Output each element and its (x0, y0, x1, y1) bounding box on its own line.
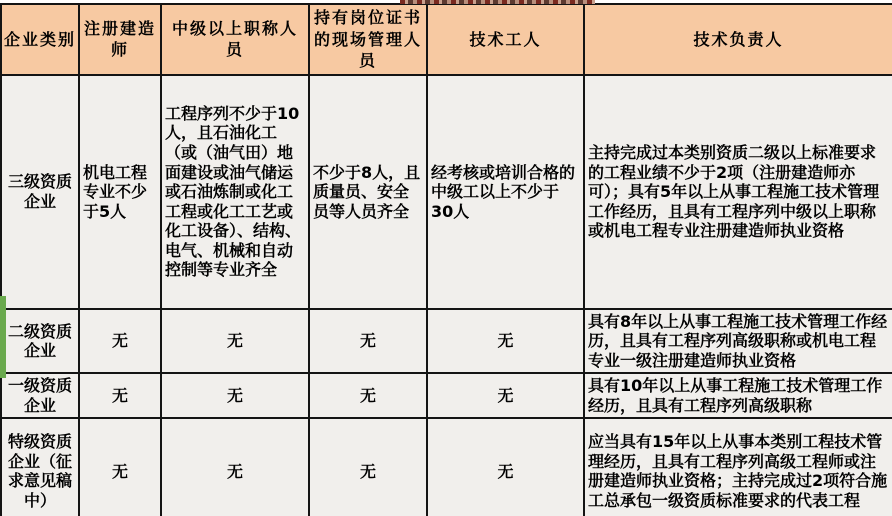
table-header-row (1, 4, 892, 75)
green-highlight-strip (0, 296, 6, 378)
cell-level2-site-managers: 无 (309, 309, 427, 374)
cell-special-technical-leader: 应当具有15年以上从事本类别工程技术管理经历，且具有工程序列高级工程师或注册建造师执业资格；主持完成过2项符合施工总承包一级资质标准要求的代表工程 (584, 418, 892, 516)
cropped-red-text-marks (400, 0, 595, 4)
col-header-technical-leader: 技术负责人 (584, 4, 892, 75)
cell-level3-midlevel-title: 工程序列不少于10人，且石油化工（或（油气田）地面建设或油气储运或石油炼制或化工工程或化工工艺或化工设备）、结构、电气、机械和自动控制等专业齐全 (161, 75, 309, 309)
cell-level1-registered-constructor: 无 (79, 373, 161, 418)
qualification-standards-table (0, 3, 892, 516)
cell-level1-site-managers: 无 (309, 373, 427, 418)
col-header-certified-site-managers: 持有岗位证书的现场管理人员 (309, 4, 427, 75)
cell-special-skilled-workers: 无 (427, 418, 584, 516)
cell-level3-site-managers: 不少于8人，且质量员、安全员等人员齐全 (309, 75, 427, 309)
cell-level3-technical-leader: 主持完成过本类别资质二级以上标准要求的工程业绩不少于2项（注册建造师亦可）；具有5年以上从事工程施工技术管理工作经历，且具有工程序列中级以上职称或机电工程专业注册建造师执业资格 (584, 75, 892, 309)
table-row-level3 (1, 75, 892, 309)
row-category-level2: 二级资质企业 (1, 309, 79, 374)
cell-level2-technical-leader: 具有8年以上从事工程施工技术管理工作经历，且具有工程序列高级职称或机电工程专业一级注册建造师执业资格 (584, 309, 892, 374)
cell-special-midlevel-title: 无 (161, 418, 309, 516)
table-row-level2 (1, 309, 892, 374)
cell-level3-skilled-workers: 经考核或培训合格的中级工以上不少于30人 (427, 75, 584, 309)
cell-level2-registered-constructor: 无 (79, 309, 161, 374)
col-header-skilled-workers: 技术工人 (427, 4, 584, 75)
cell-level1-midlevel-title: 无 (161, 373, 309, 418)
table-row-level1 (1, 373, 892, 418)
cell-special-site-managers: 无 (309, 418, 427, 516)
cell-level3-registered-constructor: 机电工程专业不少于5人 (79, 75, 161, 309)
cell-level1-technical-leader: 具有10年以上从事工程施工技术管理工作经历，且具有工程序列高级职称 (584, 373, 892, 418)
table-row-special-grade (1, 418, 892, 516)
row-category-level1: 一级资质企业 (1, 373, 79, 418)
col-header-registered-constructor: 注册建造师 (79, 4, 161, 75)
cell-level2-midlevel-title: 无 (161, 309, 309, 374)
cell-level1-skilled-workers: 无 (427, 373, 584, 418)
cell-special-registered-constructor: 无 (79, 418, 161, 516)
col-header-midlevel-title-personnel: 中级以上职称人员 (161, 4, 309, 75)
row-category-special-grade: 特级资质企业（征求意见稿中） (1, 418, 79, 516)
row-category-level3: 三级资质企业 (1, 75, 79, 309)
col-header-enterprise-category: 企业类别 (1, 4, 79, 75)
cell-level2-skilled-workers: 无 (427, 309, 584, 374)
